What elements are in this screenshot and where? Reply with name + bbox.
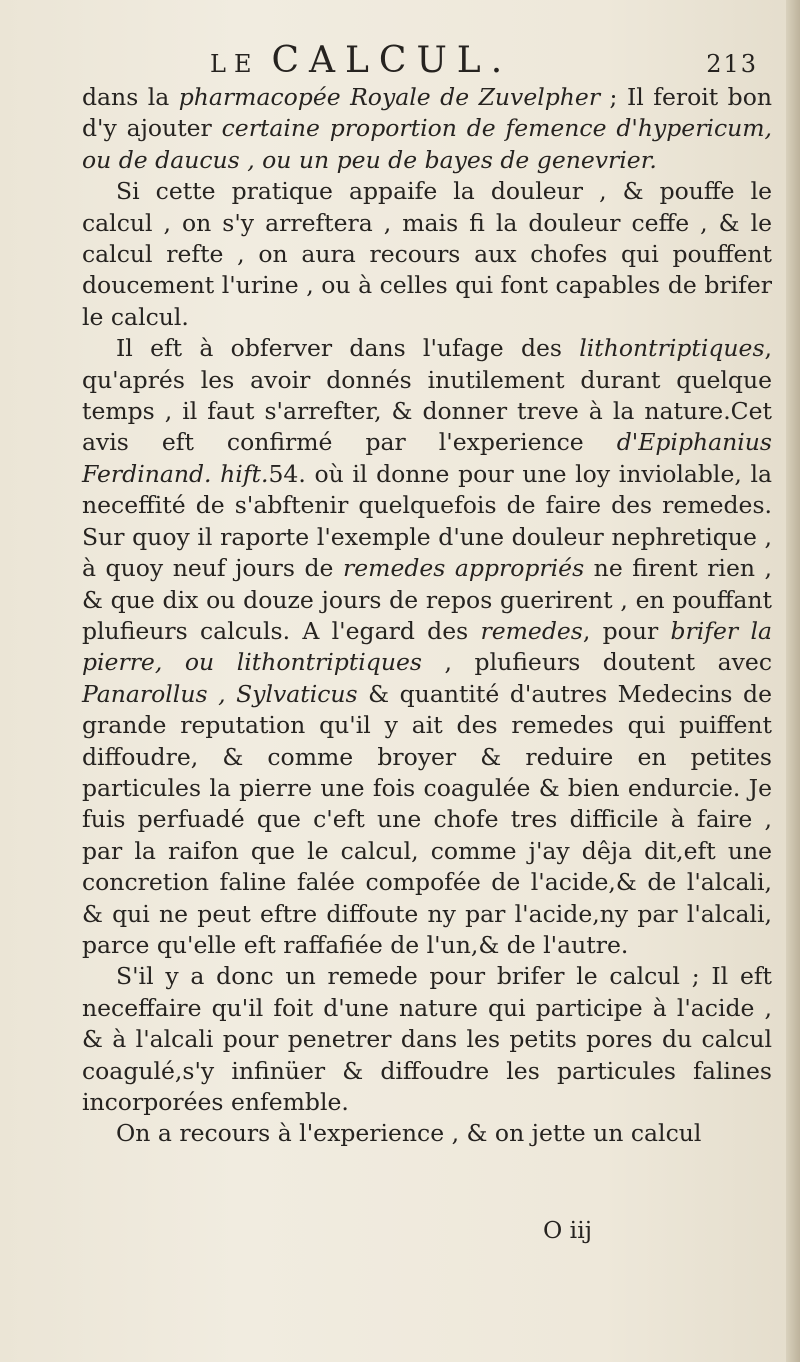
running-head [210, 40, 512, 81]
text-run: S'il y a donc un remede pour brifer le calcul ; Il eft neceffaire qu'il foit d'une nature qui participe à l'acide , & à l'alcali pour penetrer dans les petits pores du calcul coagulé,s'y infinüer & diffoudre les particules falines incorporées enfemble. [82, 962, 772, 1116]
text-run: On a recours à l'experience , & on jette un calcul [116, 1119, 702, 1148]
text-run: ; Il feroit bon d'y ajouter [82, 83, 773, 143]
paragraph [82, 82, 772, 176]
text-run: dans la [82, 83, 179, 111]
text-run: Il eft à obferver dans l'ufage des [116, 334, 580, 363]
paragraph [82, 333, 772, 961]
italic-text: pharmacopée Royale de Zuvelpher [178, 83, 601, 111]
paragraph [82, 1118, 772, 1149]
text-run: , pour [582, 616, 671, 645]
text-run: 54. où il donne pour une loy inviolable, la neceffité de s'abftenir quelquefois de faire des remedes. Sur quoy il raporte l'exemple d'une douleur nephretique , à quoy neuf jours de [82, 459, 772, 583]
page-edge [786, 0, 800, 1362]
body-text [82, 82, 772, 1150]
paragraph [82, 176, 772, 333]
text-run: & quantité d'autres Medecins de grande reputation qu'il y ait des remedes qui puiffent diffoudre, & comme broyer & reduire en petites particules la pierre une fois coagulée & bien endurcie. Je fuis perfuadé que c'eft une chofe tres difficile à faire , par la raifon que le calcul, comme j'ay dêja dit,eft une concretion faline falée compofée de l'acide,& de l'alcali, & qui ne peut eftre diffoute ny par l'acide,ny par l'alcali, parce qu'elle eft raffafiée de l'un,& de l'autre. [82, 679, 772, 959]
text-run: , qu'aprés les avoir donnés inutilement durant quelque temps , il faut s'arrefter, & donner treve à la nature.Cet avis eft confirmé par l'experience [82, 334, 772, 457]
italic-text: lithontriptiques [579, 334, 765, 363]
italic-text: brifer la pierre, ou lithontriptiques [82, 616, 772, 677]
italic-text: certaine proportion de femence d'hypericum, ou de daucus , ou un peu de bayes de genevrier. [82, 114, 772, 174]
running-head-article: LE [210, 50, 260, 78]
signature-mark: O iij [542, 1216, 592, 1244]
page-number: 213 [706, 50, 758, 78]
italic-text: remedes [480, 616, 583, 645]
italic-text: Panarollus , Sylvaticus [82, 679, 358, 708]
text-run: Si cette pratique appaife la douleur , & pouffe le calcul , on s'y arreftera , mais fi la douleur ceffe , & le calcul refte , on aura recours aux chofes qui pouffent doucement l'urine , ou à celles qui font capables de brifer le calcul. [82, 177, 772, 331]
text-run: , plufieurs doutent avec [421, 648, 772, 677]
running-head-title: CALCUL. [271, 40, 513, 81]
italic-text: remedes appropriés [343, 554, 585, 583]
italic-text: d'Epiphanius Ferdinand. hift. [82, 428, 772, 488]
paragraph [82, 961, 772, 1118]
text-run: ne firent rien , & que dix ou douze jours de repos guerirent , en pouffant plufieurs calculs. A l'egard des [82, 554, 772, 645]
